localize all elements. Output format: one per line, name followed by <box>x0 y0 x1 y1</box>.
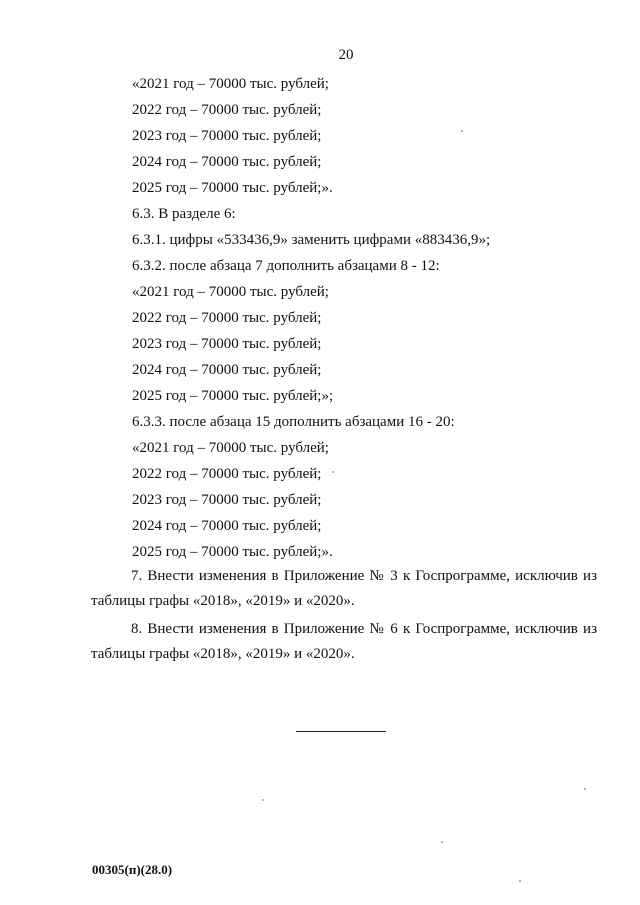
text-line: 2022 год – 70000 тыс. рублей; <box>132 102 322 118</box>
scan-speck <box>461 130 463 132</box>
text-line: 2023 год – 70000 тыс. рублей; <box>132 336 322 352</box>
document-code: 00305(п)(28.0) <box>92 862 173 877</box>
text-line: 6.3.2. после абзаца 7 дополнить абзацами 8 - 12: <box>132 258 440 274</box>
paragraph-7 <box>91 564 597 614</box>
scan-speck <box>262 799 264 801</box>
text-line: 2025 год – 70000 тыс. рублей;». <box>132 544 333 560</box>
scan-speck <box>584 788 586 790</box>
separator-line <box>296 731 386 732</box>
page-number: 20 <box>338 47 354 63</box>
paragraph-continuation: таблицы графы «2018», «2019» и «2020». <box>91 646 355 662</box>
text-line: 2025 год – 70000 тыс. рублей;»; <box>132 388 334 404</box>
text-line: «2021 год – 70000 тыс. рублей; <box>132 76 329 92</box>
paragraph-first-line: 8. Внести изменения в Приложение № 6 к Госпрограмме, исключив из <box>131 621 597 637</box>
text-line: «2021 год – 70000 тыс. рублей; <box>132 284 329 300</box>
text-line: 2024 год – 70000 тыс. рублей; <box>132 362 322 378</box>
text-line: 2023 год – 70000 тыс. рублей; <box>132 492 322 508</box>
text-line: 2022 год – 70000 тыс. рублей; <box>132 310 322 326</box>
text-line: 2024 год – 70000 тыс. рублей; <box>132 518 322 534</box>
scan-speck <box>519 880 521 882</box>
section-heading: 6.3. В разделе 6: <box>132 206 236 222</box>
paragraph-8 <box>91 617 597 667</box>
text-line: «2021 год – 70000 тыс. рублей; <box>132 440 329 456</box>
paragraph-first-line: 7. Внести изменения в Приложение № 3 к Госпрограмме, исключив из <box>131 568 597 584</box>
text-line: 6.3.3. после абзаца 15 дополнить абзацами 16 - 20: <box>132 414 455 430</box>
scan-speck <box>332 471 334 473</box>
text-line: 2024 год – 70000 тыс. рублей; <box>132 154 322 170</box>
text-line: 2022 год – 70000 тыс. рублей; <box>132 466 322 482</box>
scan-speck <box>441 841 443 843</box>
amendment-lines <box>132 74 602 568</box>
text-line: 2023 год – 70000 тыс. рублей; <box>132 128 322 144</box>
text-line: 2025 год – 70000 тыс. рублей;». <box>132 180 333 196</box>
text-line: 6.3.1. цифры «533436,9» заменить цифрами «883436,9»; <box>132 232 491 248</box>
paragraph-continuation: таблицы графы «2018», «2019» и «2020». <box>91 593 355 609</box>
